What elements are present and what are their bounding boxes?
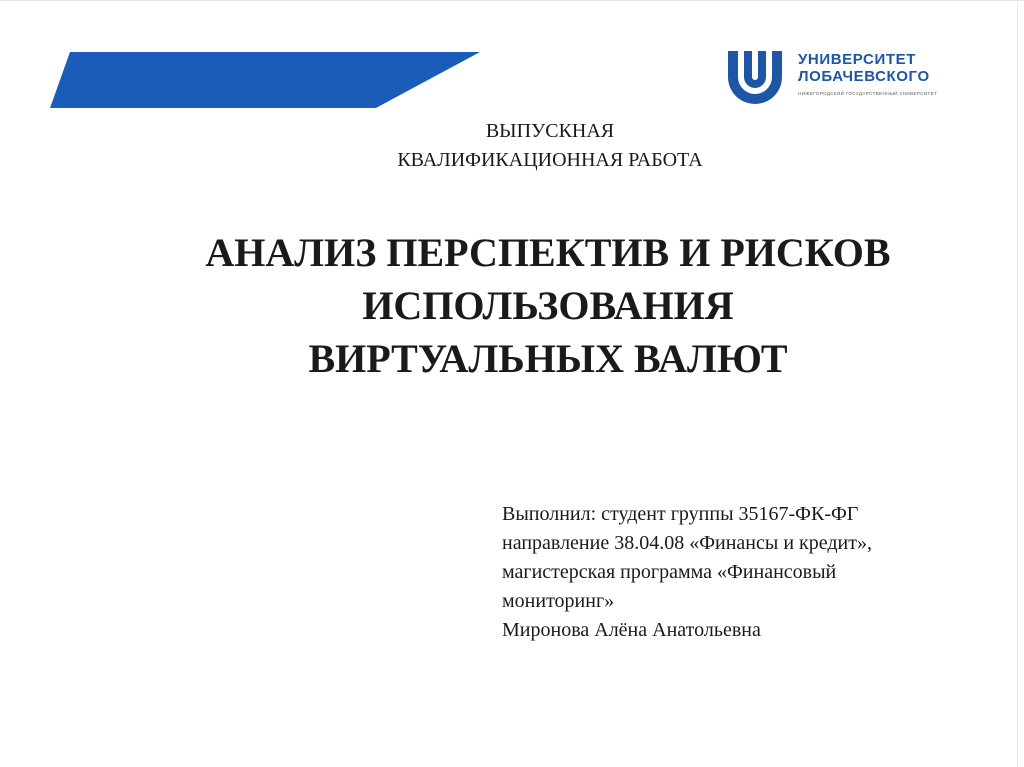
thesis-title-line3: ВИРТУАЛЬНЫХ ВАЛЮТ [308, 336, 788, 381]
logo-subtitle: НИЖЕГОРОДСКИЙ ГОСУДАРСТВЕННЫЙ УНИВЕРСИТЕТ [798, 91, 938, 96]
blue-banner-shape [0, 52, 480, 108]
emblem-inner-arc [744, 51, 766, 88]
work-type-line1: ВЫПУСКНАЯ [485, 120, 615, 142]
banner-blue-stripe [50, 52, 480, 108]
work-type-line2: КВАЛИФИКАЦИОННАЯ РАБОТА [397, 149, 703, 171]
right-edge-line [1017, 0, 1018, 767]
author-line-student: Выполнил: студент группы 35167-ФК-ФГ [502, 503, 859, 525]
author-line-program-cont: мониторинг» [502, 590, 615, 612]
top-edge-line [0, 0, 1024, 1]
thesis-title-line1: АНАЛИЗ ПЕРСПЕКТИВ И РИСКОВ [205, 230, 891, 275]
logo-name-line1: УНИВЕРСИТЕТ [798, 51, 916, 68]
author-block [502, 500, 1002, 645]
work-type-heading [250, 117, 850, 175]
university-u-emblem-icon [724, 47, 786, 109]
thesis-title [100, 226, 996, 385]
author-line-direction: направление 38.04.08 «Финансы и кредит», [502, 532, 872, 554]
thesis-title-line2: ИСПОЛЬЗОВАНИЯ [362, 283, 734, 328]
author-line-program: магистерская программа «Финансовый [502, 561, 837, 583]
university-logo [724, 47, 964, 109]
author-line-name: Миронова Алёна Анатольевна [502, 619, 761, 641]
logo-name-line2: ЛОБАЧЕВСКОГО [798, 68, 930, 85]
emblem-outer-arc [728, 51, 782, 104]
